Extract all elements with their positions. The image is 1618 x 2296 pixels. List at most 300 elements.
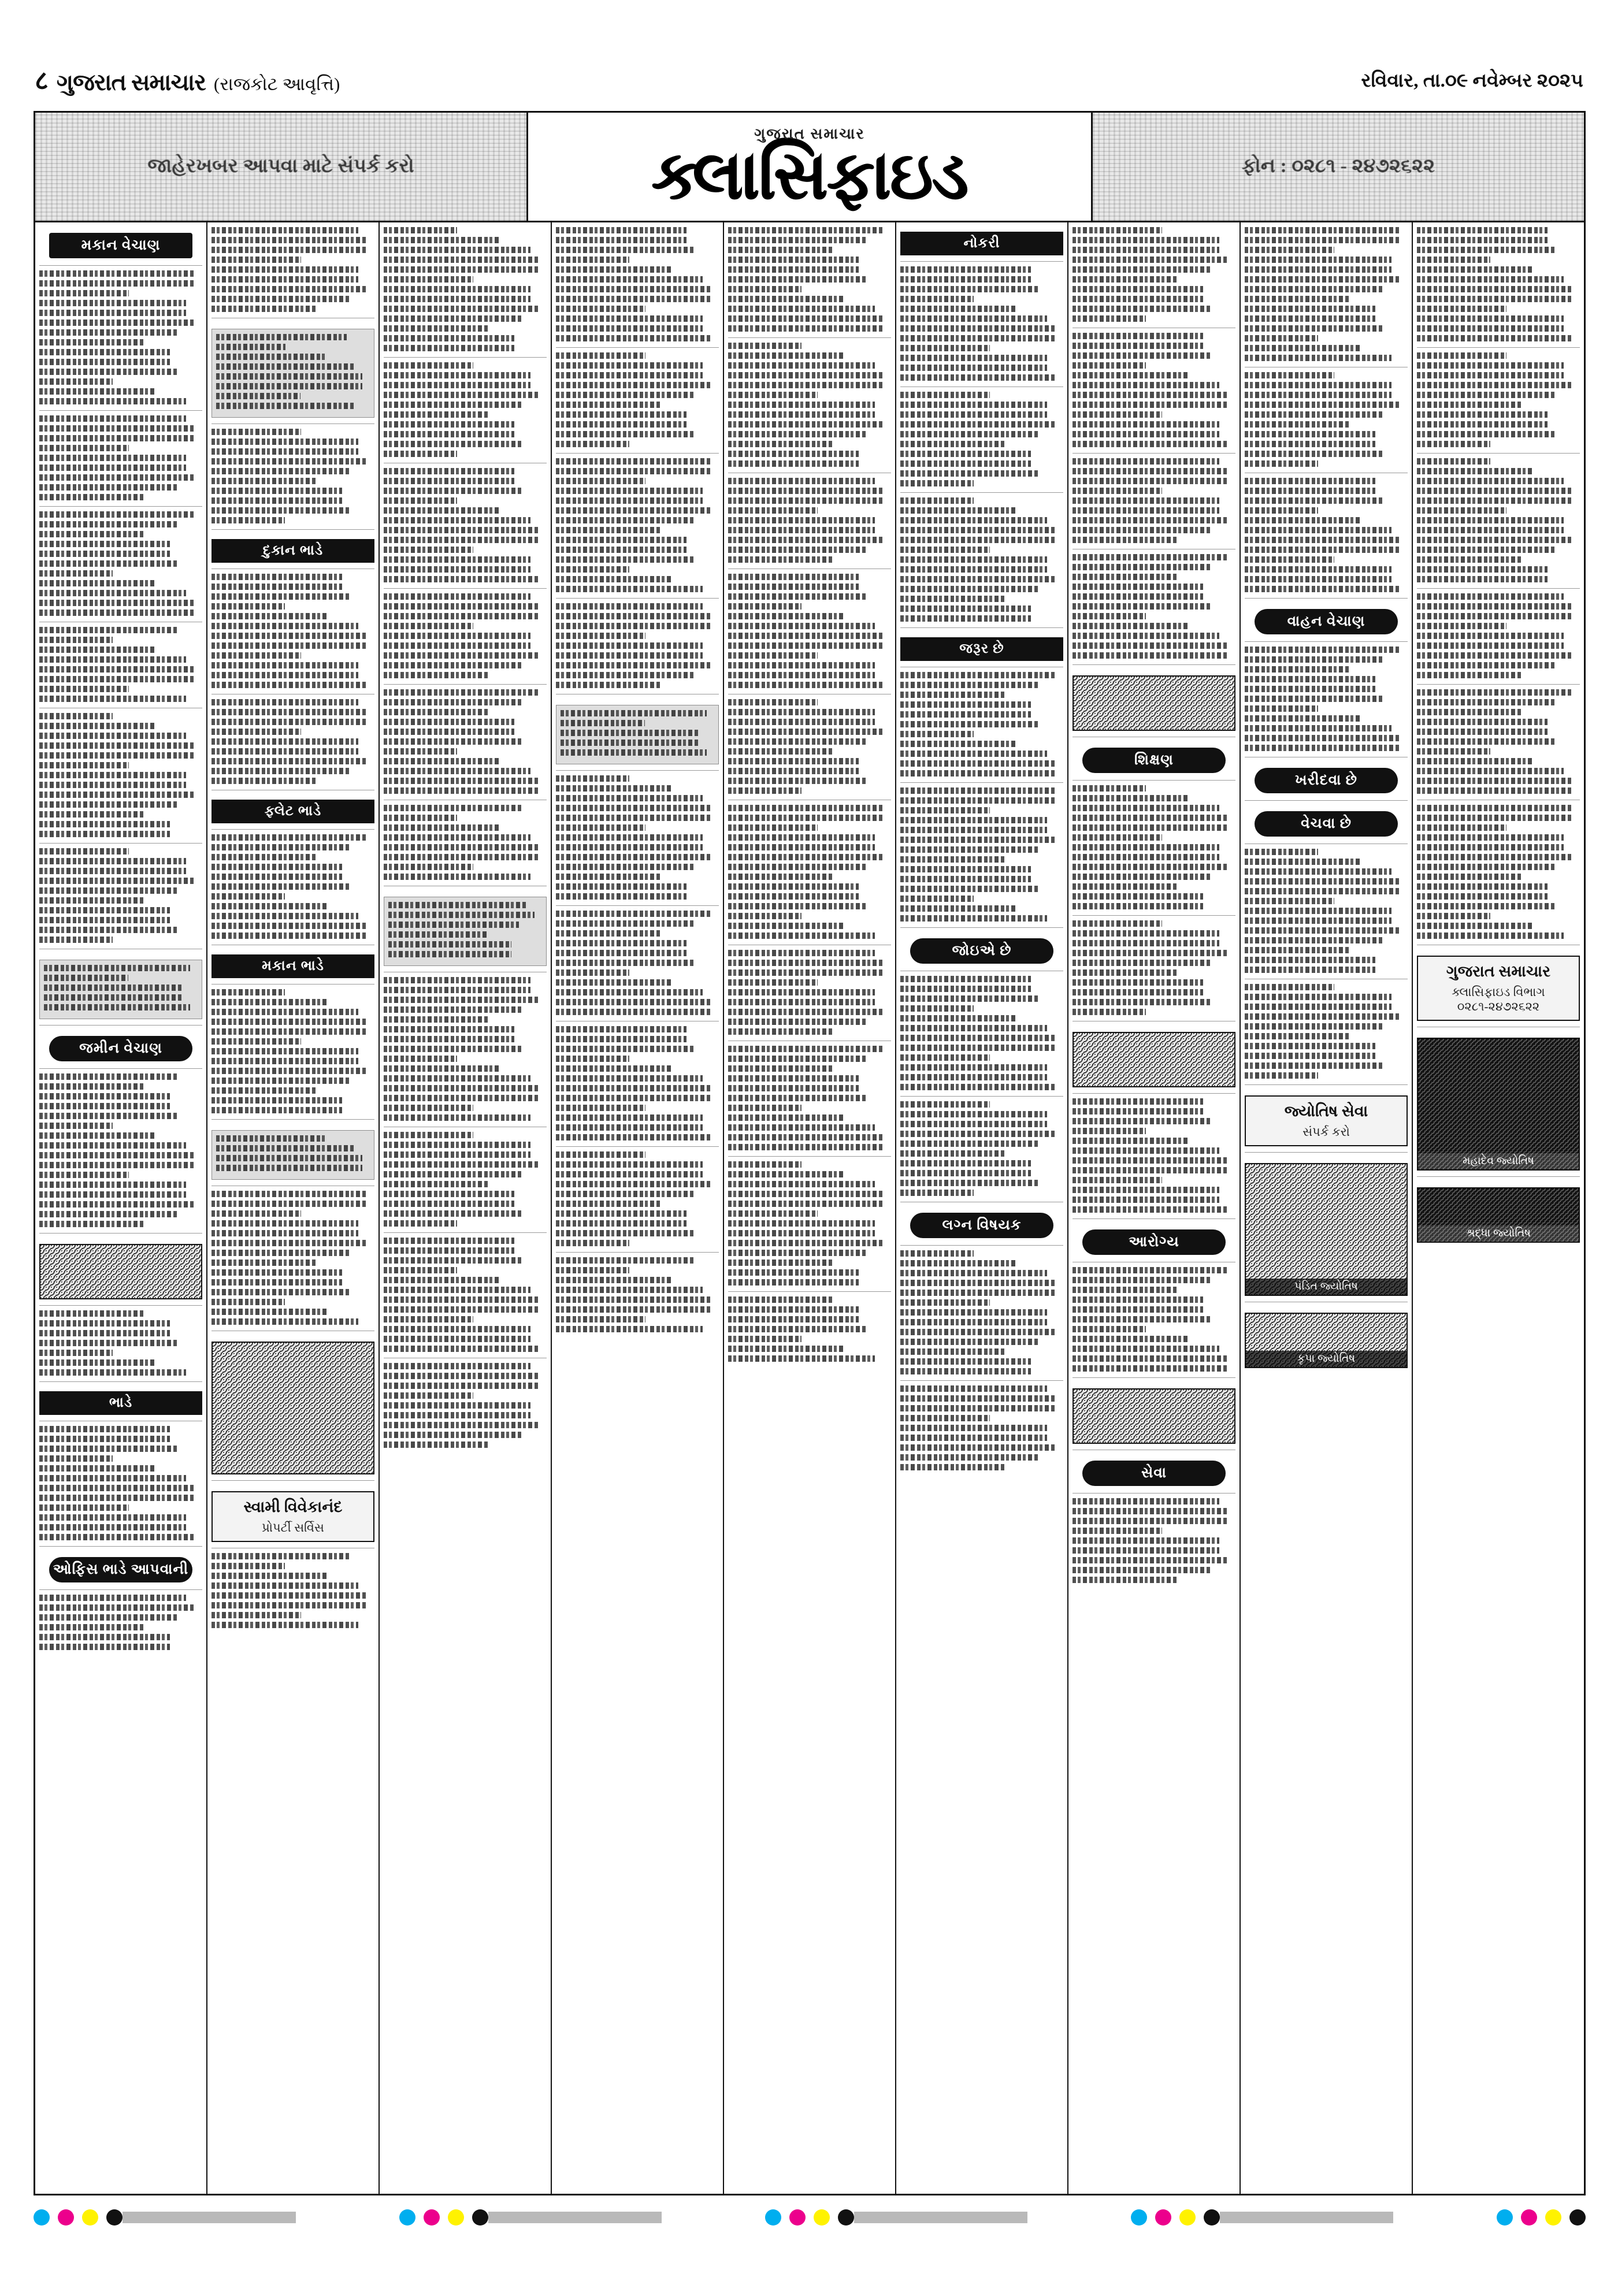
text-line — [211, 1097, 342, 1104]
registration-dot-y — [1179, 2209, 1196, 2226]
category-pill[interactable] — [1255, 609, 1398, 634]
text-line — [384, 1201, 514, 1207]
classified-ad — [1245, 641, 1408, 751]
text-line — [39, 560, 178, 567]
text-line — [728, 1316, 859, 1322]
classified-ad — [900, 1096, 1063, 1196]
text-line — [728, 1240, 883, 1246]
text-line — [728, 593, 867, 600]
text-line — [556, 1134, 711, 1140]
text-line — [1073, 1365, 1227, 1372]
text-line — [728, 547, 867, 553]
text-line — [384, 854, 539, 860]
classified-column — [207, 222, 380, 2194]
ad-body-text — [39, 627, 202, 702]
text-line — [39, 1123, 113, 1129]
text-line — [1073, 1346, 1219, 1352]
text-line — [39, 1340, 178, 1346]
text-line — [900, 1025, 1047, 1031]
text-line — [900, 296, 974, 302]
ad-body-text — [900, 392, 1063, 486]
text-line — [211, 913, 358, 919]
text-line — [39, 531, 143, 537]
registration-dot-y — [814, 2209, 830, 2226]
text-line — [1245, 537, 1400, 543]
ad-body-text — [1417, 227, 1580, 341]
text-line — [384, 987, 530, 993]
text-line — [556, 1230, 695, 1236]
text-line — [39, 878, 194, 884]
display-ad-box[interactable] — [211, 1491, 374, 1542]
text-line — [384, 402, 522, 408]
text-line — [39, 329, 178, 336]
text-line — [384, 566, 530, 573]
text-line — [728, 1161, 801, 1168]
text-line — [556, 979, 673, 986]
text-line — [39, 1446, 178, 1452]
text-line — [39, 1201, 194, 1208]
text-line — [1073, 564, 1211, 570]
page-number: ८ — [35, 66, 49, 95]
text-line — [900, 1280, 1055, 1286]
text-line — [556, 989, 703, 995]
text-line — [1245, 1062, 1383, 1069]
text-line — [1245, 276, 1400, 283]
text-line — [211, 1582, 358, 1589]
text-line — [728, 613, 845, 619]
text-line — [211, 257, 301, 263]
text-line — [384, 1105, 473, 1111]
text-line — [556, 1296, 711, 1303]
text-line — [1417, 527, 1564, 533]
category-pill[interactable] — [910, 938, 1053, 964]
text-line — [211, 672, 358, 678]
text-line — [384, 1277, 501, 1283]
text-line — [728, 1336, 801, 1342]
text-line — [384, 738, 522, 745]
text-line — [1245, 586, 1400, 592]
text-line — [1073, 1547, 1219, 1554]
text-line — [1073, 257, 1227, 263]
category-pill[interactable] — [910, 1213, 1053, 1238]
text-line — [556, 969, 629, 976]
text-line — [1245, 266, 1391, 273]
text-line — [211, 237, 366, 243]
text-line — [384, 1402, 530, 1409]
text-line — [900, 365, 1047, 371]
text-line — [1417, 247, 1556, 253]
category-label: મકાન ભાડે — [262, 958, 324, 974]
text-line — [211, 227, 358, 233]
text-line — [39, 1369, 186, 1376]
text-line — [556, 411, 686, 418]
text-line — [384, 1267, 457, 1273]
text-line — [1073, 402, 1227, 408]
text-line — [1417, 468, 1534, 474]
ad-body-text — [211, 574, 374, 688]
classified-ad — [556, 770, 719, 900]
text-line — [384, 507, 501, 514]
ad-body-text — [39, 270, 202, 404]
ad-body-text — [900, 266, 1063, 381]
text-line — [728, 276, 867, 283]
ad-body-text — [384, 689, 547, 794]
text-line — [39, 937, 113, 943]
text-line — [1245, 1013, 1400, 1020]
text-line — [900, 1015, 1018, 1021]
category-bar[interactable] — [211, 954, 374, 978]
text-line — [211, 439, 358, 445]
text-line — [1073, 421, 1219, 428]
text-line — [1073, 1528, 1162, 1534]
text-line — [211, 623, 358, 629]
classified-ad — [1073, 1093, 1235, 1213]
text-line — [1417, 296, 1572, 302]
banner-right-text: ફોન : ૦૨૮૧ - ૨૪૭૨૬૨૨ — [1241, 155, 1435, 177]
screened-ad — [211, 1119, 374, 1180]
text-line — [1417, 315, 1564, 322]
ad-body-text — [39, 848, 202, 943]
text-line — [728, 1144, 883, 1150]
text-line — [39, 1310, 143, 1317]
text-line — [1417, 699, 1556, 705]
text-line — [900, 1180, 1039, 1186]
text-line — [556, 257, 629, 263]
text-line — [39, 858, 186, 864]
classified-ad — [1073, 1262, 1235, 1372]
text-line — [1417, 382, 1572, 388]
text-line — [384, 1422, 539, 1428]
screened-ad — [556, 694, 719, 764]
text-line — [1245, 392, 1391, 398]
text-line — [728, 1085, 859, 1091]
halftone-image — [1073, 675, 1235, 731]
classified-column — [724, 222, 896, 2194]
text-line — [728, 1210, 818, 1217]
registration-dot-k — [106, 2209, 123, 2226]
text-line — [1073, 1326, 1146, 1332]
text-line — [211, 1279, 342, 1286]
category-pill[interactable] — [1082, 1229, 1226, 1255]
text-line — [900, 566, 1047, 573]
text-line — [556, 402, 660, 408]
text-line — [384, 431, 514, 437]
text-line — [211, 682, 366, 688]
text-line — [900, 1290, 1055, 1296]
text-line — [556, 296, 711, 302]
text-line — [1245, 666, 1349, 673]
classified-ad — [384, 800, 547, 880]
text-line — [39, 415, 186, 422]
text-line — [39, 1191, 186, 1198]
text-line — [211, 593, 350, 600]
text-line — [900, 441, 1004, 447]
text-line — [556, 854, 711, 860]
text-line — [556, 507, 711, 514]
text-line — [556, 844, 703, 850]
screened-box — [556, 705, 719, 764]
ad-category-heading — [39, 1381, 202, 1415]
text-line — [1073, 1316, 1211, 1322]
classified-ad — [1073, 453, 1235, 543]
text-line — [900, 1385, 1047, 1392]
text-line — [1245, 355, 1391, 361]
image-caption: કૃપા જ્યોતિષ — [1246, 1351, 1407, 1367]
classified-ad — [556, 347, 719, 447]
text-line — [39, 1495, 194, 1501]
text-line — [39, 425, 194, 432]
category-pill[interactable] — [49, 1036, 192, 1061]
text-line — [211, 778, 316, 784]
text-line — [39, 811, 143, 818]
text-line — [384, 729, 514, 735]
ad-body-text — [1073, 227, 1235, 322]
text-line — [728, 903, 867, 909]
text-line — [728, 1230, 875, 1236]
text-line — [1417, 431, 1556, 437]
text-line — [211, 276, 358, 283]
text-line — [900, 1170, 1031, 1176]
category-pill[interactable] — [1255, 768, 1398, 793]
text-line — [216, 403, 354, 409]
text-line — [900, 451, 1031, 457]
display-ad-box[interactable] — [1245, 1095, 1408, 1146]
text-line — [556, 547, 686, 553]
text-line — [39, 637, 113, 643]
text-line — [1417, 729, 1548, 735]
registration-dot-k — [838, 2209, 854, 2226]
text-line — [728, 834, 875, 841]
text-line — [1073, 979, 1203, 986]
text-line — [39, 1614, 178, 1621]
category-pill[interactable] — [1255, 811, 1398, 837]
text-line — [900, 576, 1055, 582]
text-line — [900, 431, 1039, 437]
ad-body-text — [216, 334, 370, 409]
category-bar[interactable] — [39, 1391, 202, 1415]
classified-ad — [556, 453, 719, 592]
text-line — [211, 1078, 350, 1084]
text-line — [211, 1107, 342, 1113]
text-line — [556, 1009, 711, 1015]
category-bar[interactable] — [211, 800, 374, 823]
classified-ad — [1245, 979, 1408, 1079]
category-pill[interactable] — [49, 1557, 192, 1582]
text-line — [1417, 603, 1572, 610]
text-line — [900, 615, 1031, 622]
text-line — [1417, 497, 1572, 504]
category-bar[interactable] — [900, 232, 1063, 255]
registration-gray-bar — [488, 2212, 662, 2223]
text-line — [216, 383, 362, 389]
ad-category-heading — [39, 1546, 202, 1582]
text-line — [39, 1142, 186, 1149]
category-bar[interactable] — [211, 539, 374, 563]
text-line — [900, 470, 1039, 477]
text-line — [900, 286, 1039, 292]
text-line — [728, 517, 875, 523]
text-line — [1417, 662, 1556, 668]
text-line — [900, 856, 1004, 863]
text-line — [211, 603, 285, 610]
text-line — [556, 642, 703, 649]
text-line — [384, 1056, 457, 1062]
text-line — [1245, 345, 1362, 351]
text-line — [211, 748, 358, 755]
text-line — [556, 1151, 645, 1158]
text-line — [900, 266, 1031, 273]
image-caption: શ્રદ્ધા જ્યોતિષ — [1418, 1225, 1579, 1242]
text-line — [1245, 497, 1383, 504]
text-line — [1073, 276, 1177, 283]
text-line — [211, 488, 342, 494]
text-line — [39, 1465, 157, 1472]
text-line — [384, 613, 539, 619]
ad-body-text — [384, 805, 547, 880]
text-line — [1417, 227, 1548, 233]
text-line — [384, 257, 539, 263]
category-label: વાહન વેચાણ — [1287, 614, 1365, 629]
classified-ad — [728, 569, 891, 688]
text-line — [1417, 738, 1556, 745]
text-line — [1245, 937, 1383, 943]
text-line — [1073, 554, 1227, 560]
classified-ad — [900, 667, 1063, 777]
text-line — [384, 642, 530, 649]
ad-category-heading — [211, 790, 374, 823]
category-label: ભાડે — [109, 1395, 133, 1410]
text-line — [900, 1140, 1039, 1147]
ad-body-text — [211, 834, 374, 939]
text-line — [900, 876, 1031, 882]
halftone-image — [1073, 1032, 1235, 1087]
text-line — [728, 815, 883, 821]
text-line — [900, 556, 1047, 563]
text-line — [211, 1563, 285, 1569]
display-ad-photo — [211, 1331, 374, 1474]
text-line — [39, 1113, 178, 1119]
text-line — [1073, 795, 1190, 801]
text-line — [728, 556, 832, 563]
color-registration-bar — [34, 2202, 1586, 2232]
text-line — [1245, 898, 1334, 904]
text-line — [1417, 566, 1548, 573]
text-line — [216, 393, 300, 399]
text-line — [1073, 1177, 1162, 1183]
text-line — [1245, 431, 1375, 437]
text-line — [1073, 1557, 1227, 1563]
text-line — [1417, 237, 1548, 243]
ad-category-heading — [1245, 800, 1408, 837]
masthead-left — [35, 68, 340, 94]
text-line — [1073, 458, 1219, 465]
ad-body-text — [728, 699, 891, 794]
registration-dot-m — [1521, 2209, 1537, 2226]
text-line — [728, 913, 801, 919]
text-line — [900, 672, 1055, 678]
banner-title: ક્લાસિફાઇડ — [651, 139, 968, 213]
text-line — [1417, 276, 1564, 283]
text-line — [39, 723, 157, 729]
category-pill[interactable] — [1082, 748, 1226, 773]
text-line — [1073, 333, 1203, 339]
text-line — [1245, 286, 1383, 292]
category-label: લગ્ન વિષયક — [942, 1217, 1022, 1233]
ad-body-text — [1245, 372, 1408, 467]
category-pill[interactable] — [49, 233, 192, 258]
text-line — [384, 1306, 539, 1313]
text-line — [384, 1220, 457, 1227]
text-line — [728, 1201, 883, 1207]
text-line — [556, 1210, 686, 1217]
text-line — [556, 286, 711, 292]
text-line — [1073, 864, 1227, 870]
text-line — [556, 237, 686, 243]
text-line — [1417, 824, 1506, 831]
classified-ad — [1073, 780, 1235, 909]
text-line — [1073, 584, 1203, 590]
classified-column — [1241, 222, 1413, 2194]
ad-body-text — [556, 911, 719, 1015]
text-line — [900, 1064, 1047, 1071]
display-ad-box[interactable] — [1417, 956, 1580, 1021]
text-line — [1245, 306, 1375, 312]
ad-body-text — [39, 1073, 202, 1227]
text-line — [384, 1085, 539, 1091]
text-line — [556, 883, 686, 890]
text-line — [900, 1309, 1047, 1316]
date-line: રવિવાર, તા.૦૯ નવેમ્બર ૨૦૨૫ — [1361, 70, 1583, 91]
text-line — [384, 1114, 530, 1121]
text-line — [39, 610, 194, 616]
text-line — [1245, 488, 1375, 494]
text-line — [900, 1454, 1039, 1461]
text-line — [211, 874, 342, 880]
text-line — [1245, 878, 1400, 885]
text-line — [1073, 1287, 1177, 1293]
text-line — [728, 893, 859, 900]
display-ad-photo — [1245, 1302, 1408, 1368]
text-line — [1245, 725, 1391, 731]
text-line — [728, 729, 883, 735]
category-pill[interactable] — [1082, 1461, 1226, 1486]
text-line — [1417, 893, 1548, 900]
text-line — [1073, 497, 1219, 504]
text-line — [728, 537, 883, 543]
text-line — [384, 662, 522, 668]
ad-body-text — [384, 1132, 547, 1227]
text-line — [384, 325, 488, 332]
text-line — [1073, 989, 1203, 995]
text-line — [728, 286, 801, 292]
ad-body-text — [900, 787, 1063, 922]
text-line — [728, 874, 832, 880]
text-line — [384, 421, 514, 428]
text-line — [384, 247, 530, 253]
category-bar[interactable] — [900, 637, 1063, 661]
registration-dot-m — [789, 2209, 806, 2226]
text-line — [728, 1105, 801, 1111]
ad-body-text — [39, 511, 202, 616]
text-line — [384, 1075, 530, 1082]
text-line — [216, 1135, 327, 1142]
text-line — [900, 507, 1018, 514]
text-line — [39, 369, 178, 375]
text-line — [561, 730, 699, 736]
text-line — [1245, 257, 1391, 263]
text-line — [900, 392, 990, 398]
screened-ad — [211, 318, 374, 418]
